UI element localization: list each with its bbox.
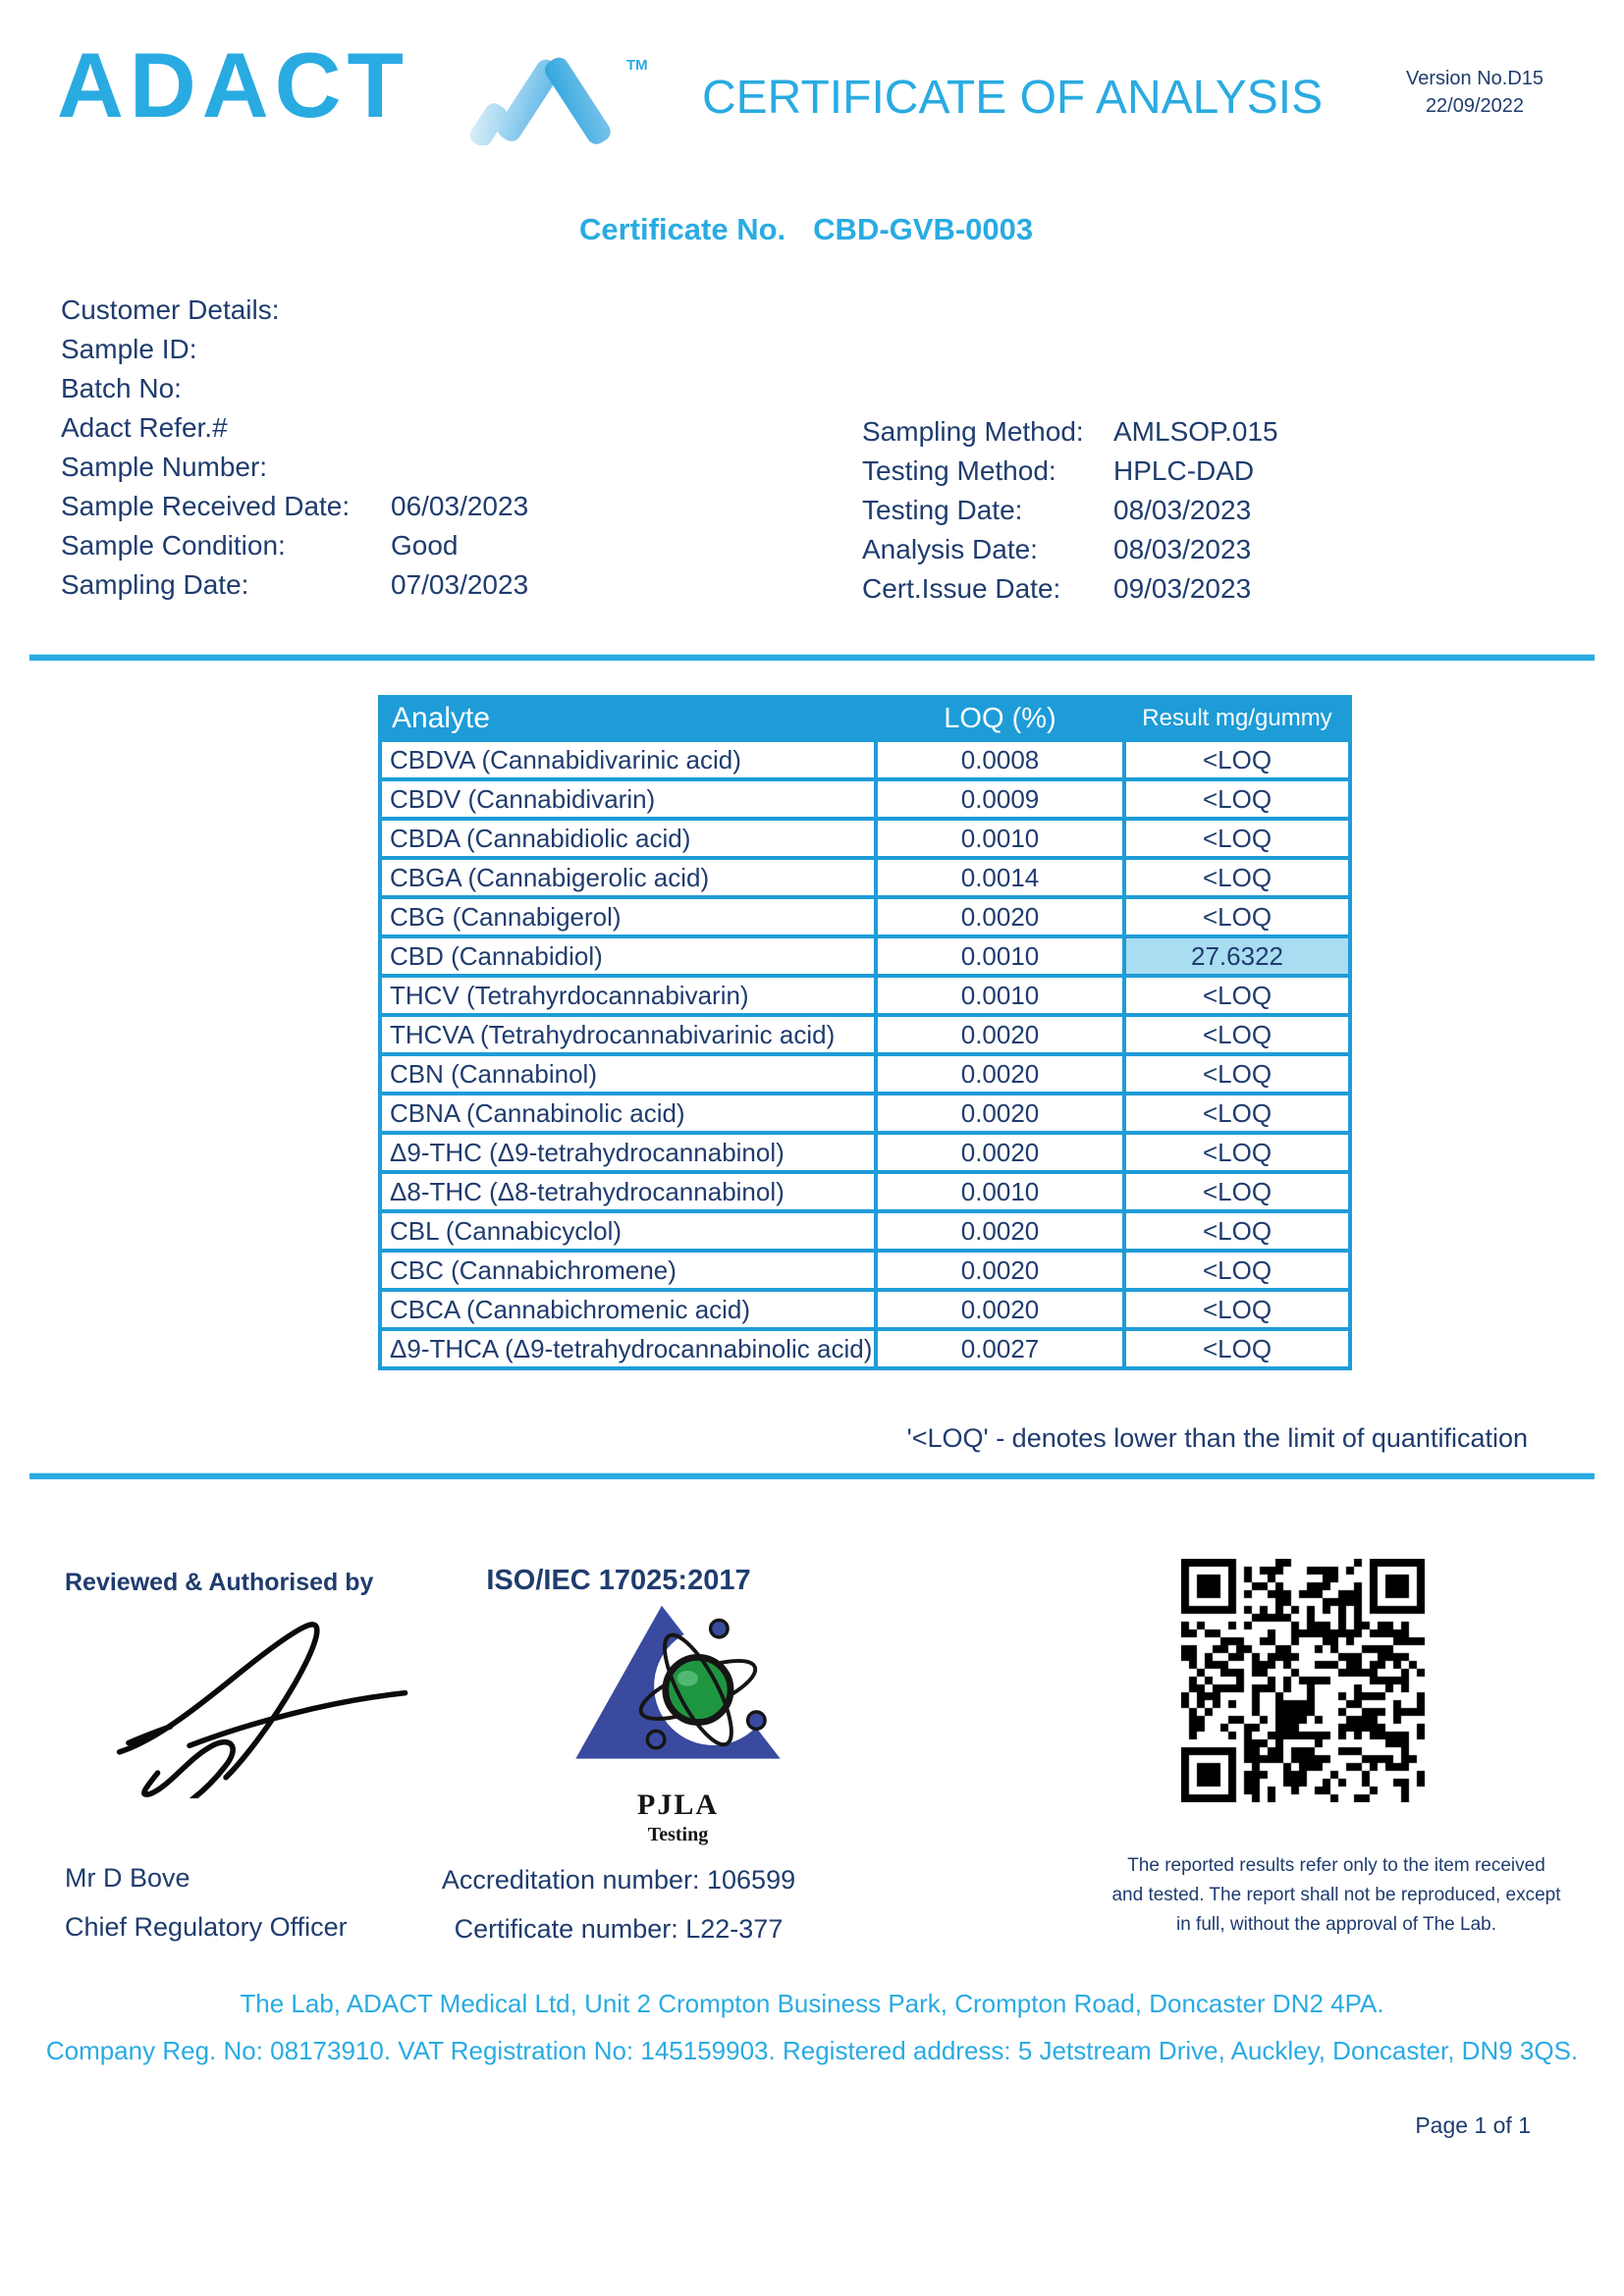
loq-cell: 0.0008	[876, 740, 1124, 779]
loq-cell: 0.0020	[876, 1211, 1124, 1251]
analyte-cell: CBCA (Cannabichromenic acid)	[380, 1290, 876, 1329]
table-row	[380, 1015, 1350, 1054]
section-divider-top	[29, 654, 1595, 661]
loq-cell: 0.0020	[876, 1015, 1124, 1054]
column-header-result: Result mg/gummy	[1124, 697, 1350, 740]
page-title: CERTIFICATE OF ANALYSIS	[702, 72, 1324, 124]
result-cell: 27.6322	[1124, 936, 1350, 976]
signature-image	[103, 1602, 412, 1803]
loq-cell: 0.0014	[876, 858, 1124, 897]
column-header-loq: LOQ (%)	[876, 697, 1124, 740]
result-cell: <LOQ	[1124, 779, 1350, 819]
detail-label: Analysis Date:	[862, 534, 1038, 564]
analyte-cell: CBDA (Cannabidiolic acid)	[380, 819, 876, 858]
loq-cell: 0.0020	[876, 1094, 1124, 1133]
accreditation-number: Accreditation number: 106599	[441, 1865, 796, 1895]
version-date: 22/09/2022	[1425, 95, 1525, 117]
detail-value: AMLSOP.015	[1113, 416, 1278, 447]
result-cell: <LOQ	[1124, 819, 1350, 858]
analyte-cell: CBNA (Cannabinolic acid)	[380, 1094, 876, 1133]
iso-accreditation-label: ISO/IEC 17025:2017	[486, 1565, 751, 1596]
detail-row	[862, 534, 1569, 573]
detail-label: Testing Date:	[862, 495, 1023, 525]
analyte-cell: CBL (Cannabicyclol)	[380, 1211, 876, 1251]
detail-value: Good	[391, 530, 459, 561]
detail-row	[61, 373, 846, 412]
certificate-label: Certificate No.	[579, 212, 786, 246]
detail-label: Sample Condition:	[61, 530, 286, 561]
pjla-logo	[568, 1598, 788, 1846]
result-cell: <LOQ	[1124, 858, 1350, 897]
pjla-caption-sub: Testing	[647, 1824, 709, 1845]
result-cell: <LOQ	[1124, 1015, 1350, 1054]
analyte-cell: CBN (Cannabinol)	[380, 1054, 876, 1094]
table-row	[380, 936, 1350, 976]
detail-row	[862, 416, 1569, 455]
detail-row	[862, 573, 1569, 613]
table-row	[380, 1251, 1350, 1290]
detail-row	[61, 530, 846, 569]
table-row	[380, 1172, 1350, 1211]
table-row	[380, 897, 1350, 936]
analyte-cell: THCVA (Tetrahydrocannabivarinic acid)	[380, 1015, 876, 1054]
analyte-cell: CBG (Cannabigerol)	[380, 897, 876, 936]
table-row	[380, 1094, 1350, 1133]
table-row	[380, 819, 1350, 858]
detail-row	[61, 452, 846, 491]
result-cell: <LOQ	[1124, 1290, 1350, 1329]
detail-value: 06/03/2023	[391, 491, 529, 521]
pjla-caption: PJLA	[637, 1789, 719, 1821]
qr-code	[1181, 1559, 1425, 1802]
detail-label: Sampling Method:	[862, 416, 1084, 447]
result-cell: <LOQ	[1124, 1329, 1350, 1368]
detail-label: Customer Details:	[61, 294, 280, 325]
detail-row	[862, 495, 1569, 534]
detail-label: Sample Received Date:	[61, 491, 351, 521]
detail-value: 09/03/2023	[1113, 573, 1252, 604]
footer-registration: Company Reg. No: 08173910. VAT Registration No: 145159903. Registered address: 5 Jetstream Drive, Auckley, Doncaster, DN9 3QS.	[45, 2036, 1579, 2065]
detail-label: Cert.Issue Date:	[862, 573, 1061, 604]
table-row	[380, 976, 1350, 1015]
loq-cell: 0.0010	[876, 976, 1124, 1015]
loq-cell: 0.0020	[876, 1290, 1124, 1329]
customer-details-section	[61, 294, 846, 609]
version-number: Version No.D15	[1405, 68, 1544, 89]
analyte-cell: CBC (Cannabichromene)	[380, 1251, 876, 1290]
version-info	[1386, 65, 1563, 120]
analyte-cell: THCV (Tetrahyrdocannabivarin)	[380, 976, 876, 1015]
analyte-cell: CBDVA (Cannabidivarinic acid)	[380, 740, 876, 779]
reviewed-by-label: Reviewed & Authorised by	[65, 1569, 374, 1596]
detail-value: HPLC-DAD	[1113, 455, 1255, 486]
trademark-symbol: TM	[626, 57, 648, 74]
loq-cell: 0.0009	[876, 779, 1124, 819]
signatory-name: Mr D Bove	[65, 1863, 190, 1893]
pjla-logo-image	[568, 1598, 788, 1780]
table-row	[380, 858, 1350, 897]
certificate-number: CBD-GVB-0003	[813, 212, 1034, 246]
table-row	[380, 1211, 1350, 1251]
results-disclaimer	[1102, 1851, 1571, 1940]
analyte-cell: Δ9-THC (Δ9-tetrahydrocannabinol)	[380, 1133, 876, 1172]
table-row	[380, 779, 1350, 819]
analyte-cell: CBDV (Cannabidivarin)	[380, 779, 876, 819]
signatory-title: Chief Regulatory Officer	[65, 1912, 348, 1942]
page-number: Page 1 of 1	[1415, 2112, 1531, 2138]
column-header-analyte: Analyte	[380, 697, 876, 740]
certificate-number-heading	[579, 212, 1033, 247]
loq-cell: 0.0010	[876, 1172, 1124, 1211]
detail-label: Sample Number:	[61, 452, 268, 482]
adact-wordmark: ADACT	[57, 33, 409, 136]
footer-address: The Lab, ADACT Medical Ltd, Unit 2 Crompton Business Park, Crompton Road, Doncaster DN2 4PA.	[240, 1989, 1384, 2018]
loq-cell: 0.0020	[876, 1133, 1124, 1172]
disclaimer-line: and tested. The report shall not be reproduced, except	[1111, 1885, 1561, 1905]
detail-row	[61, 412, 846, 452]
section-divider-bottom	[29, 1472, 1595, 1479]
analyte-cell: Δ9-THCA (Δ9-tetrahydrocannabinolic acid)	[380, 1329, 876, 1368]
detail-value: 08/03/2023	[1113, 495, 1252, 525]
analyte-cell: CBGA (Cannabigerolic acid)	[380, 858, 876, 897]
loq-cell: 0.0020	[876, 1054, 1124, 1094]
result-cell: <LOQ	[1124, 976, 1350, 1015]
detail-label: Batch No:	[61, 373, 182, 403]
detail-row	[61, 334, 846, 373]
analyte-cell: CBD (Cannabidiol)	[380, 936, 876, 976]
result-cell: <LOQ	[1124, 1094, 1350, 1133]
result-cell: <LOQ	[1124, 740, 1350, 779]
table-row	[380, 1329, 1350, 1368]
pjla-certificate-number: Certificate number: L22-377	[454, 1914, 784, 1944]
detail-label: Sample ID:	[61, 334, 197, 364]
loq-cell: 0.0027	[876, 1329, 1124, 1368]
table-row	[380, 1290, 1350, 1329]
table-row	[380, 1054, 1350, 1094]
result-cell: <LOQ	[1124, 1054, 1350, 1094]
table-row	[380, 740, 1350, 779]
disclaimer-line: in full, without the approval of The Lab.	[1175, 1914, 1497, 1935]
result-cell: <LOQ	[1124, 1172, 1350, 1211]
detail-row	[61, 294, 846, 334]
detail-label: Testing Method:	[862, 455, 1056, 486]
result-cell: <LOQ	[1124, 1211, 1350, 1251]
detail-label: Sampling Date:	[61, 569, 249, 600]
disclaimer-line: The reported results refer only to the item received	[1127, 1855, 1545, 1876]
result-cell: <LOQ	[1124, 1133, 1350, 1172]
detail-value: 07/03/2023	[391, 569, 529, 600]
adact-logo-icon	[460, 51, 628, 150]
detail-row	[61, 569, 846, 609]
detail-row	[862, 455, 1569, 495]
table-row	[380, 1133, 1350, 1172]
detail-row	[61, 491, 846, 530]
result-cell: <LOQ	[1124, 1251, 1350, 1290]
loq-footnote: '<LOQ' - denotes lower than the limit of quantification	[906, 1423, 1528, 1453]
loq-cell: 0.0010	[876, 936, 1124, 976]
table-header-row	[380, 697, 1350, 740]
loq-cell: 0.0010	[876, 819, 1124, 858]
result-cell: <LOQ	[1124, 897, 1350, 936]
results-table	[378, 695, 1352, 1370]
loq-cell: 0.0020	[876, 897, 1124, 936]
detail-value: 08/03/2023	[1113, 534, 1252, 564]
testing-details-section	[862, 416, 1569, 613]
loq-cell: 0.0020	[876, 1251, 1124, 1290]
analyte-cell: Δ8-THC (Δ8-tetrahydrocannabinol)	[380, 1172, 876, 1211]
detail-label: Adact Refer.#	[61, 412, 228, 443]
